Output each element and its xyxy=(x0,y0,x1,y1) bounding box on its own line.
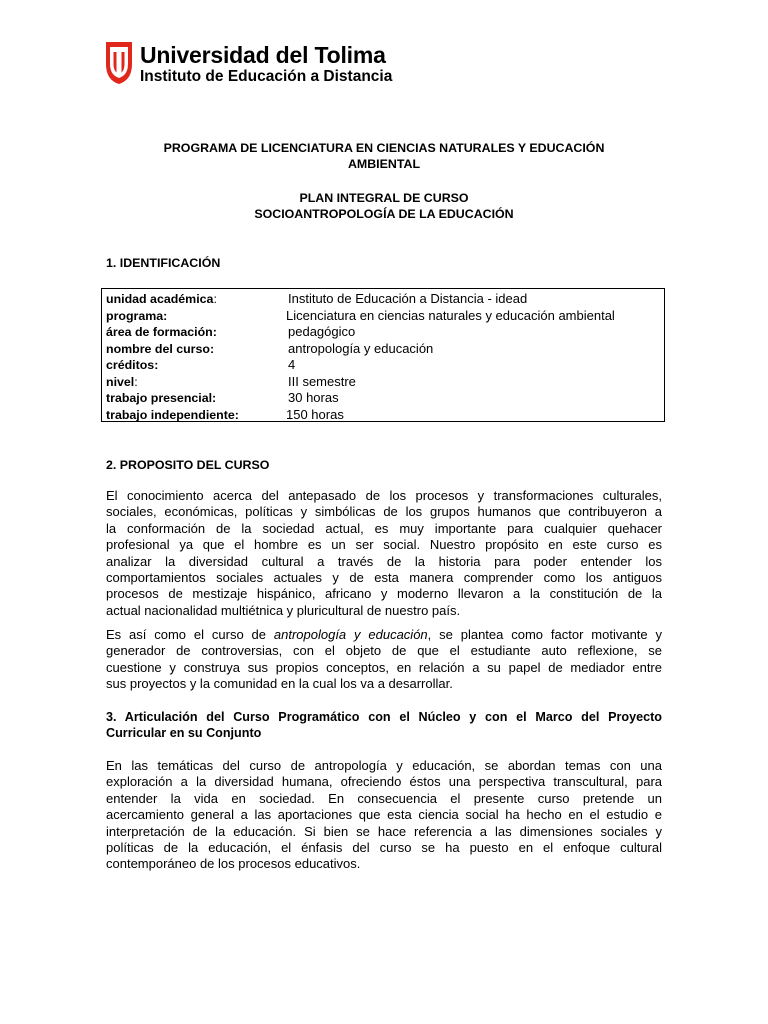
section3-heading-line2: Curricular en su Conjunto xyxy=(106,726,262,741)
identification-value: 30 horas xyxy=(288,390,339,405)
purpose-paragraph-1-line: procesos de mestizaje hispánico, africano y moderno llevaron a la constitución de la xyxy=(106,586,662,602)
articulation-paragraph-line: En las temáticas del curso de antropología y educación, se abordan temas con una xyxy=(106,758,662,773)
articulation-paragraph-line: acercamiento general a las aportaciones que esta ciencia social ha hecho en el estudio e xyxy=(106,807,662,823)
identification-value: 150 horas xyxy=(286,406,344,422)
purpose-paragraph-1 xyxy=(106,488,662,619)
program-title-line1: PROGRAMA DE LICENCIATURA EN CIENCIAS NATURALES Y EDUCACIÓN xyxy=(163,141,605,155)
purpose-paragraph-1-line: comportamientos sociales actuales y de esta manera comprender como los antiguos xyxy=(106,570,662,586)
articulation-paragraph-line: políticas de la educación, el énfasis del curso se ha puesto en el enfoque cultural xyxy=(106,840,662,856)
university-shield-icon xyxy=(106,42,132,84)
articulation-paragraph-line: exploración a la diversidad humana, ofreciendo éstos una perspectiva transcultural, para xyxy=(106,774,662,790)
identification-label: programa: xyxy=(106,308,168,323)
identification-value: antropología y educación xyxy=(288,340,434,356)
identification-label: trabajo independiente: xyxy=(106,407,239,422)
purpose-paragraph-2-line: sus proyectos y la comunidad en la cual los va a desarrollar. xyxy=(106,676,453,692)
section3-heading xyxy=(106,709,662,742)
university-name: Universidad del Tolima xyxy=(140,42,386,68)
identification-label: área de formación: xyxy=(106,325,217,339)
section1-heading: 1. IDENTIFICACIÓN xyxy=(106,256,221,270)
identification-label: unidad académica: xyxy=(106,292,217,306)
identification-label: nivel: xyxy=(106,374,138,389)
purpose-paragraph-2 xyxy=(106,627,662,693)
purpose-paragraph-2-line: cuestione y construya sus propios conceptos, en relación a su papel de mediador entre xyxy=(106,659,662,675)
articulation-paragraph-line: interpretación de la educación. Si bien se hace referencia a las dimensiones sociales y xyxy=(106,823,662,839)
course-name-emphasis: antropología y educación xyxy=(273,627,428,642)
course-title: SOCIOANTROPOLOGÍA DE LA EDUCACIÓN xyxy=(254,207,514,221)
purpose-paragraph-2-line: Es así como el curso de antropología y educación, se plantea como factor motivante y xyxy=(106,627,663,642)
identification-value: pedagógico xyxy=(288,324,356,339)
identification-label: trabajo presencial: xyxy=(106,391,217,405)
institute-name: Instituto de Educación a Distancia xyxy=(140,68,393,85)
university-logo xyxy=(106,42,392,85)
articulation-paragraph xyxy=(106,758,662,873)
identification-label: nombre del curso: xyxy=(106,341,215,356)
plan-title: PLAN INTEGRAL DE CURSO xyxy=(299,191,469,205)
identification-value: 4 xyxy=(288,357,296,372)
purpose-paragraph-1-line: sociales, económicas, políticas y simbólicas de los grupos humanos que contribuyeron a xyxy=(106,504,662,520)
purpose-paragraph-1-line: El conocimiento acerca del antepasado de los procesos y transformaciones culturales, xyxy=(106,488,662,503)
articulation-paragraph-line: contemporáneo de los procesos educativos. xyxy=(106,856,361,872)
purpose-paragraph-1-line: actual nacionalidad multiétnica y pluricultural de nuestro país. xyxy=(106,602,461,618)
purpose-paragraph-1-line: analizar la diversidad cultural a través de la historia para poder entender los xyxy=(106,553,662,569)
identification-table xyxy=(101,288,665,422)
section2-heading: 2. PROPOSITO DEL CURSO xyxy=(106,458,270,472)
identification-value: Licenciatura en ciencias naturales y educación ambiental xyxy=(286,307,615,323)
identification-value: Instituto de Educación a Distancia - idead xyxy=(288,291,528,306)
purpose-paragraph-1-line: la conformación de la sociedad actual, es muy importante para cualquier quehacer xyxy=(106,520,662,536)
purpose-paragraph-1-line: profesional ya que el hombre es un ser social. Nuestro propósito en este curso es xyxy=(106,537,662,553)
identification-value: III semestre xyxy=(288,373,356,389)
section3-heading-line1: 3. Articulación del Curso Programático con el Núcleo y con el Marco del Proyecto xyxy=(106,710,662,724)
identification-label: créditos: xyxy=(106,358,159,372)
purpose-paragraph-2-line: generador de controversias, con el objeto de que el estudiante auto reflexione, se xyxy=(106,643,662,659)
articulation-paragraph-line: entender la vida en sociedad. En consecuencia el presente curso pretende un xyxy=(106,790,662,806)
program-title-line2: AMBIENTAL xyxy=(347,157,421,171)
